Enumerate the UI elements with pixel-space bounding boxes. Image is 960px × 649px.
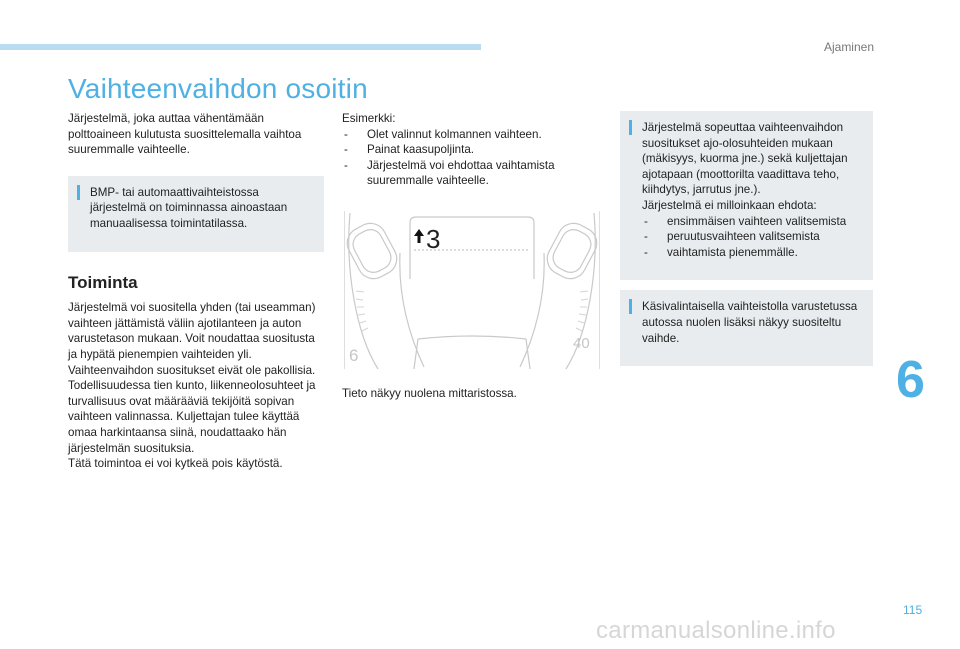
scale-number-right: 40: [573, 334, 590, 352]
body-paragraph-1: Järjestelmä voi suositella yhden (tai useamman) vaihteen jättämistä väliin ajotilanteen ja auton varustetason mukaan. Voit noudattaa suositusta ja hypätä pienempien vaihteiden yli.: [68, 301, 316, 361]
list-item: - Järjestelmä voi ehdottaa vaihtamista suuremmalle vaihteelle.: [342, 158, 604, 189]
section-heading-toiminta: Toiminta: [68, 272, 138, 292]
page-number: 115: [903, 603, 923, 617]
example-label: Esimerkki:: [342, 112, 396, 125]
body-paragraph-2: Vaihteenvaihdon suositukset eivät ole pakollisia. Todellisuudessa tien kunto, liikenneolosuhteet ja turvallisuus ovat määrääviä tekijöitä sopivan vaihteen valinnassa. Kuljettajan tulee käyttää omaa harkintaansa siinä, noudattaako hän järjestelmän suosituksia.: [68, 363, 316, 455]
note-paragraph: Järjestelmä sopeuttaa vaihteenvaihdon suositukset ajo-olosuhteiden mukaan (mäkisyys, kuorma jne.) sekä kuljettajan ajotapaan (moottorilta vaadittava teho, kiihdytys, jarrutus jne.).: [642, 121, 848, 197]
watermark: carmanualsonline.info: [596, 617, 836, 644]
note-box-manual: [620, 290, 873, 366]
column-left: [68, 111, 324, 472]
body-paragraph-3: Tätä toimintoa ei voi kytkeä pois käytöstä.: [68, 457, 283, 471]
list-item: - Painat kaasupoljinta.: [342, 142, 604, 158]
example-steps: [342, 127, 604, 189]
upshift-arrow-icon: [414, 229, 424, 243]
list-item: - vaihtamista pienemmälle.: [642, 245, 861, 261]
list-item: - ensimmäisen vaihteen valitsemista: [642, 214, 861, 230]
note-text: BMP- tai automaattivaihteistossa järjestelmä on toiminnassa ainoastaan manuaalisessa toimintatilassa.: [90, 185, 288, 230]
gear-digit: 3: [426, 223, 441, 254]
page-title: Vaihteenvaihdon osoitin: [68, 73, 368, 104]
illustration-caption: Tieto näkyy nuolena mittaristossa.: [342, 386, 517, 400]
scale-number-left: 6: [349, 345, 359, 365]
note-text: Käsivalintaisella vaihteistolla varustetussa autossa nuolen lisäksi näkyy suositeltu vaihde.: [642, 300, 858, 345]
column-middle: [342, 111, 604, 401]
scale-ticks: [356, 291, 588, 331]
intro-paragraph: Järjestelmä, joka auttaa vähentämään polttoaineen kulutusta suosittelemalla vaihtoa suuremmalle vaihteelle.: [68, 112, 302, 157]
chapter-number: 6: [896, 351, 925, 409]
list-item: - peruutusvaihteen valitsemista: [642, 229, 861, 245]
note-box-bmp: [68, 176, 324, 252]
note-list: [642, 214, 861, 261]
note-list-intro: Järjestelmä ei milloinkaan ehdota:: [642, 198, 817, 212]
section-label: Ajaminen: [823, 40, 874, 54]
top-accent-bar: [0, 44, 481, 50]
list-item: - Olet valinnut kolmannen vaihteen.: [342, 127, 604, 143]
column-right: [620, 111, 873, 366]
note-box-adaptation: [620, 111, 873, 280]
instrument-cluster-illustration: [344, 209, 600, 371]
cluster-line-art: [344, 211, 600, 369]
